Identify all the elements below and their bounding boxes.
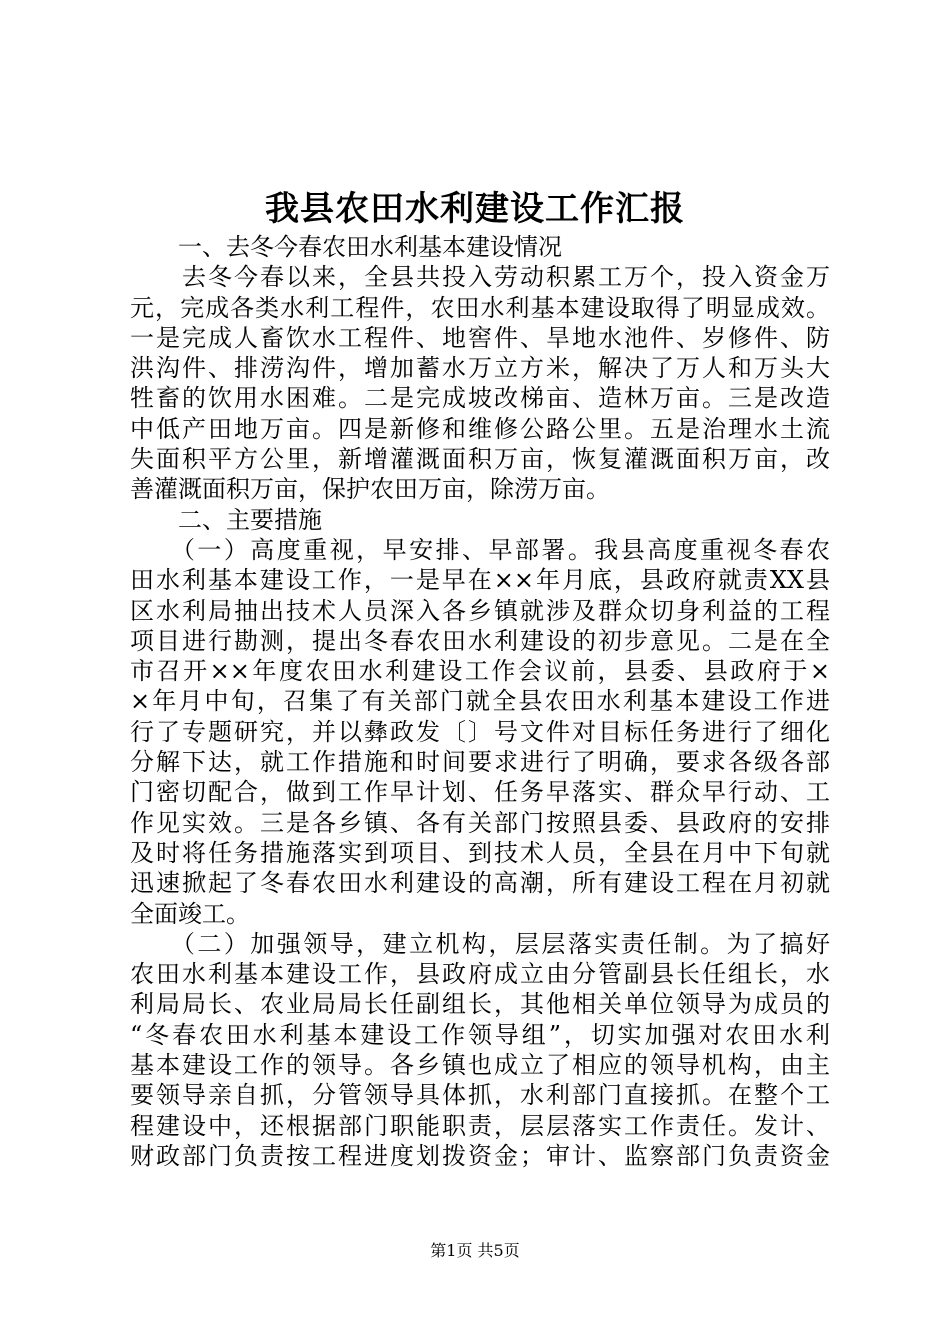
text-line: 财政部门负责按工程进度划拨资金；审计、监察部门负责资金	[130, 1141, 830, 1170]
text-line: 全面竣工。	[130, 899, 250, 928]
text-line: 农田水利基本建设工作，县政府成立由分管副县长任组长，水	[130, 960, 830, 989]
text-line: 区水利局抽出技术人员深入各乡镇就涉及群众切身利益的工程	[130, 596, 830, 625]
text-line: 要领导亲自抓，分管领导具体抓，水利部门直接抓。在整个工	[130, 1081, 830, 1110]
text-line: “冬春农田水利基本建设工作领导组”，切实加强对农田水利	[130, 1020, 830, 1049]
text-line: 作见实效。三是各乡镇、各有关部门按照县委、县政府的安排	[130, 808, 830, 837]
text-line: （二）加强领导，建立机构，层层落实责任制。为了搞好	[130, 929, 830, 958]
text-line: 元，完成各类水利工程件，农田水利基本建设取得了明显成效。	[130, 293, 830, 322]
text-line: 程建设中，还根据部门职能职责，层层落实工作责任。发计、	[130, 1111, 830, 1140]
document-body	[130, 232, 830, 1171]
text-line: 市召开××年度农田水利建设工作会议前，县委、县政府于×	[130, 657, 830, 686]
text-line: 一、去冬今春农田水利基本建设情况	[130, 233, 562, 261]
text-line: 基本建设工作的领导。各乡镇也成立了相应的领导机构，由主	[130, 1051, 830, 1080]
page-title: 我县农田水利建设工作汇报	[265, 189, 685, 229]
text-line: ×年月中旬，召集了有关部门就全县农田水利基本建设工作进	[130, 687, 830, 716]
text-line: 一是完成人畜饮水工程件、地窖件、旱地水池件、岁修件、防	[130, 323, 830, 352]
text-line: 项目进行勘测，提出冬春农田水利建设的初步意见。二是在全	[130, 626, 830, 655]
text-line: （一）高度重视，早安排、早部署。我县高度重视冬春农	[130, 535, 830, 564]
text-line: 田水利基本建设工作，一是早在××年月底，县政府就责XX县	[130, 566, 830, 595]
page-footer: 第1页 共5页	[430, 1241, 520, 1260]
text-line: 及时将任务措施落实到项目、到技术人员，全县在月中下旬就	[130, 838, 830, 867]
text-line: 善灌溉面积万亩，保护农田万亩，除涝万亩。	[130, 475, 610, 504]
text-line: 去冬今春以来，全县共投入劳动积累工万个，投入资金万	[130, 263, 830, 292]
text-line: 利局局长、农业局局长任副组长，其他相关单位领导为成员的	[130, 990, 830, 1019]
text-line: 失面积平方公里，新增灌溉面积万亩，恢复灌溉面积万亩，改	[130, 445, 830, 474]
text-line: 二、主要措施	[130, 505, 322, 534]
text-line: 牲畜的饮用水困难。二是完成坡改梯亩、造林万亩。三是改造	[130, 384, 830, 413]
text-line: 行了专题研究，并以彝政发〔〕号文件对目标任务进行了细化	[130, 717, 830, 746]
text-line: 洪沟件、排涝沟件，增加蓄水万立方米，解决了万人和万头大	[130, 354, 830, 383]
text-line: 迅速掀起了冬春农田水利建设的高潮，所有建设工程在月初就	[130, 869, 830, 898]
text-line: 分解下达，就工作措施和时间要求进行了明确，要求各级各部	[130, 748, 830, 777]
text-line: 门密切配合，做到工作早计划、任务早落实、群众早行动、工	[130, 778, 830, 807]
text-line: 中低产田地万亩。四是新修和维修公路公里。五是治理水土流	[130, 414, 830, 443]
